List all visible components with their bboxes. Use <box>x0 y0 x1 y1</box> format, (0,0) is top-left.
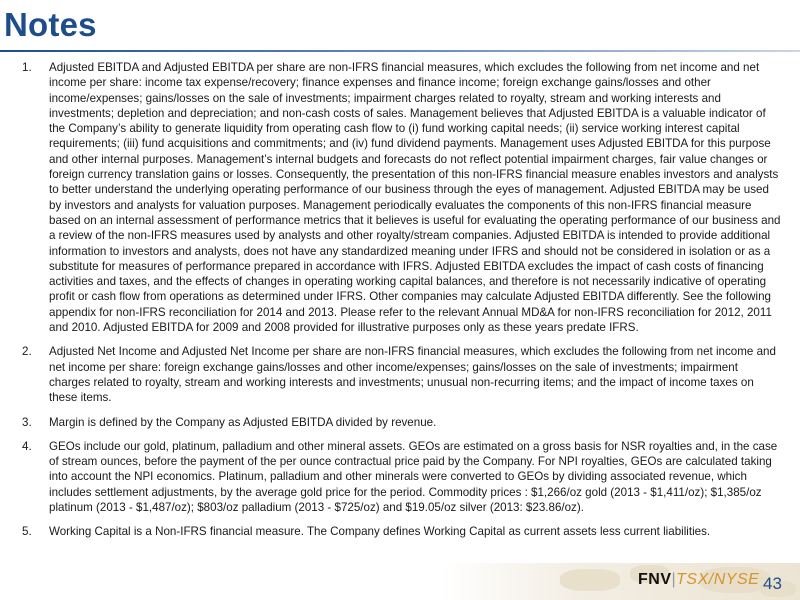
note-number: 4. <box>22 439 32 453</box>
note-text: Margin is defined by the Company as Adjusted EBITDA divided by revenue. <box>49 415 437 429</box>
note-text: Adjusted EBITDA and Adjusted EBITDA per share are non-IFRS financial measures, which excludes the following from net income and net income per share: income tax expense/recovery; finance expenses and finance income; foreign exchange gains/losses and other income/expenses; gains/losses on the sale of investments; impairment charges related to royalty, stream and working interests and investments; depletion and depreciation; and non-cash costs of sales. Management believes that Adjusted EBITDA is a valuable indicator of the Company’s ability to generate liquidity from operating cash flow to (i) fund working capital needs; (ii) service working interest capital requirements; (iii) fund acquisitions and commitments; and (iv) fund dividend payments. Management uses Adjusted EBITDA for this purpose and other internal purposes. Management’s internal budgets and forecasts do not reflect potential impairment charges, fair value changes or foreign currency translation gains or losses. Consequently, the presentation of this non-IFRS financial measure enables investors and analysts to better understand the underlying operating performance of our business through the eyes of management. Adjusted EBITDA may be used by investors and analysts for valuation purposes. Management periodically evaluates the components of this non-IFRS financial measure based on an internal assessment of performance metrics that it believes is useful for evaluating the operating performance of our business and a review of the non-IFRS measures used by analysts and other royalty/stream companies. Adjusted EBITDA is intended to provide additional information to investors and analysts, does not have any standardized meaning under IFRS and should not be considered in isolation or as a substitute for measures of performance prepared in accordance with IFRS. Adjusted EBITDA excludes the impact of cash costs of financing activities and taxes, and the effects of changes in operating working capital balances, and therefore is not necessarily indicative of operating profit or cash flow from operations as determined under IFRS. Other companies may calculate Adjusted EBITDA differently. See the following appendix for non-IFRS reconciliation for 2014 and 2013. Please refer to the relevant Annual MD&A for non-IFRS reconciliation for 2012, 2011 and 2010. Adjusted EBITDA for 2009 and 2008 provided for illustrative purposes only as these years predate IFRS. <box>49 61 781 335</box>
note-number: 2. <box>22 345 32 359</box>
logo-exchanges: TSX/NYSE <box>676 571 760 588</box>
page-title: Notes <box>4 6 97 43</box>
note-number: 1. <box>22 61 32 74</box>
note-item-5 <box>22 524 782 539</box>
world-map-decoration <box>560 569 620 591</box>
note-item-3 <box>22 415 782 430</box>
logo-company: FNV <box>638 571 672 588</box>
company-logo <box>638 571 759 589</box>
notes-list <box>22 60 782 549</box>
note-number: 5. <box>22 525 32 539</box>
title-divider <box>0 50 800 52</box>
page-number: 43 <box>763 574 782 593</box>
logo-separator: | <box>671 571 677 588</box>
note-item-1 <box>22 60 782 335</box>
note-number: 3. <box>22 415 32 429</box>
note-text: Working Capital is a Non-IFRS financial measure. The Company defines Working Capital as current assets less current liabilities. <box>49 525 711 539</box>
note-text: GEOs include our gold, platinum, palladium and other mineral assets. GEOs are estimated on a gross basis for NSR royalties and, in the case of stream ounces, before the payment of the per ounce contractual price paid by the Company. For NPI royalties, GEOs are calculated taking into account the NPI economics. Platinum, palladium and other minerals were converted to GEOs by dividing associated revenue, which includes settlement adjustments, by the average gold price for the period. Commodity prices : $1,266/oz gold (2013 - $1,411/oz); $1,385/oz platinum (2013 - $1,487/oz); $803/oz palladium (2013 - $725/oz) and $19.05/oz silver (2013: $23.86/oz). <box>49 439 778 515</box>
note-item-2 <box>22 344 782 405</box>
note-item-4 <box>22 439 782 515</box>
note-text: Adjusted Net Income and Adjusted Net Income per share are non-IFRS financial measures, which excludes the following from net income and net income per share: foreign exchange gains/losses and other income/expenses; gains/losses on the sale of investments; impairment charges related to royalty, stream and working interests and investments; unusual non-recurring items; and the impact of income taxes on these items. <box>49 345 776 405</box>
